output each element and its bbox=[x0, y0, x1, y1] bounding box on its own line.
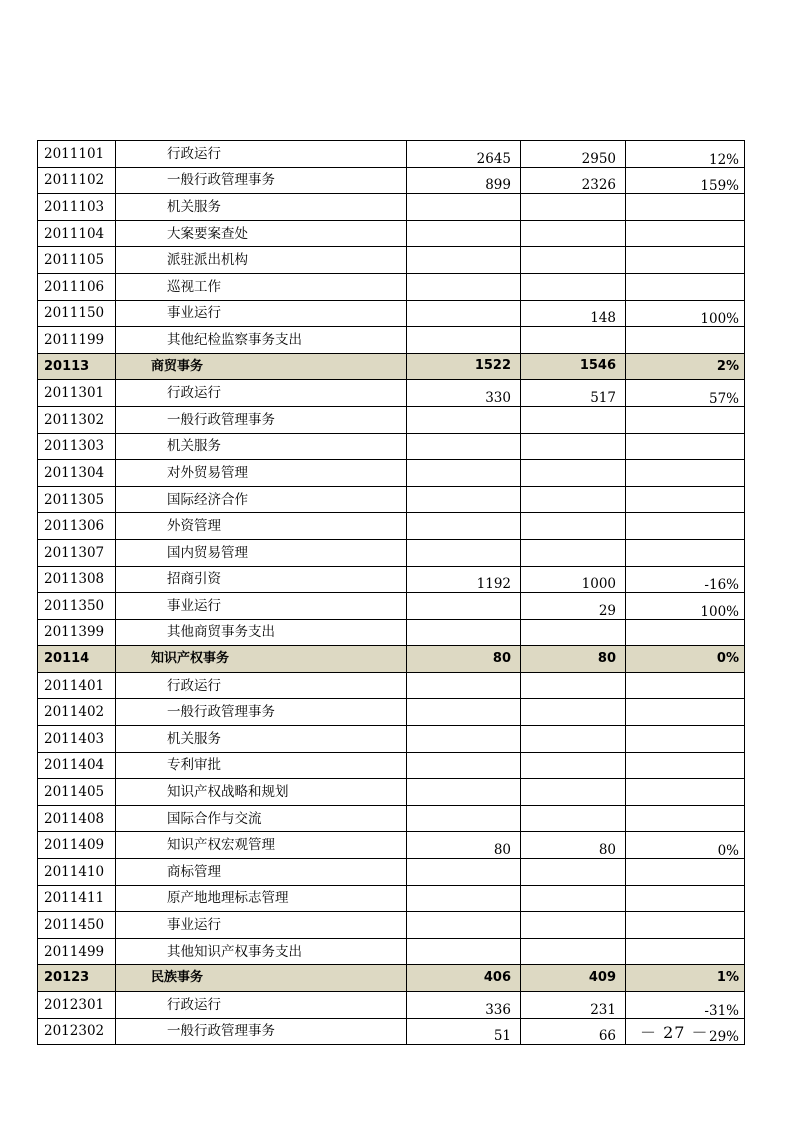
percent-change-cell bbox=[626, 938, 745, 965]
value-2019-cell bbox=[407, 220, 521, 247]
percent-change-cell bbox=[626, 912, 745, 939]
code-cell: 2011404 bbox=[38, 752, 116, 779]
percent-change-cell bbox=[626, 247, 745, 274]
item-name-text: 对外贸易管理 bbox=[167, 464, 248, 481]
item-name-text: 国际合作与交流 bbox=[167, 810, 262, 827]
code-cell: 2011150 bbox=[38, 300, 116, 327]
value-2019-cell bbox=[407, 859, 521, 886]
percent-change-cell bbox=[626, 805, 745, 832]
name-cell bbox=[116, 194, 407, 221]
value-2019-cell: 2645 bbox=[407, 141, 521, 168]
value-2019-cell bbox=[407, 672, 521, 699]
percent-change-cell: 29% bbox=[626, 1018, 745, 1045]
value-2020-cell bbox=[521, 726, 626, 753]
item-name-text: 其他纪检监察事务支出 bbox=[167, 331, 302, 348]
value-2020-cell: 517 bbox=[521, 380, 626, 407]
value-2020-cell bbox=[521, 619, 626, 646]
value-2019-cell: 330 bbox=[407, 380, 521, 407]
value-2019-cell bbox=[407, 406, 521, 433]
code-cell: 2011106 bbox=[38, 273, 116, 300]
code-cell: 2011302 bbox=[38, 406, 116, 433]
code-cell: 2011101 bbox=[38, 141, 116, 168]
percent-change-cell bbox=[626, 327, 745, 354]
value-2020-cell bbox=[521, 273, 626, 300]
value-2020-cell: 80 bbox=[521, 832, 626, 859]
percent-change-cell: 159% bbox=[626, 167, 745, 194]
code-cell: 2011411 bbox=[38, 885, 116, 912]
percent-change-cell bbox=[626, 539, 745, 566]
value-2020-cell: 2950 bbox=[521, 141, 626, 168]
percent-change-cell: 1% bbox=[626, 965, 745, 992]
name-cell bbox=[116, 486, 407, 513]
value-2020-cell bbox=[521, 672, 626, 699]
table-row bbox=[38, 938, 745, 965]
table-row bbox=[38, 885, 745, 912]
item-name-text: 事业运行 bbox=[167, 597, 221, 614]
code-cell: 2011105 bbox=[38, 247, 116, 274]
percent-change-cell bbox=[626, 513, 745, 540]
name-cell bbox=[116, 460, 407, 487]
value-2019-cell bbox=[407, 779, 521, 806]
code-cell: 2011103 bbox=[38, 194, 116, 221]
code-cell: 2011405 bbox=[38, 779, 116, 806]
item-name-text: 大案要案查处 bbox=[167, 225, 248, 242]
item-name-text: 派驻派出机构 bbox=[167, 252, 248, 269]
code-cell: 2011303 bbox=[38, 433, 116, 460]
value-2019-cell: 51 bbox=[407, 1018, 521, 1045]
table-row bbox=[38, 327, 745, 354]
value-2019-cell: 1522 bbox=[407, 353, 521, 380]
value-2020-cell bbox=[521, 513, 626, 540]
value-2020-cell: 29 bbox=[521, 593, 626, 620]
item-name-text: 国内贸易管理 bbox=[167, 544, 248, 561]
value-2020-cell bbox=[521, 938, 626, 965]
item-name-text: 知识产权宏观管理 bbox=[167, 837, 275, 854]
value-2019-cell: 80 bbox=[407, 646, 521, 673]
value-2020-cell: 1546 bbox=[521, 353, 626, 380]
value-2020-cell bbox=[521, 885, 626, 912]
value-2019-cell: 80 bbox=[407, 832, 521, 859]
name-cell bbox=[116, 513, 407, 540]
value-2019-cell: 1192 bbox=[407, 566, 521, 593]
value-2019-cell bbox=[407, 752, 521, 779]
name-cell bbox=[116, 141, 407, 168]
value-2020-cell: 80 bbox=[521, 646, 626, 673]
item-name-text: 事业运行 bbox=[167, 917, 221, 934]
name-cell bbox=[116, 965, 407, 992]
value-2019-cell bbox=[407, 433, 521, 460]
code-cell: 2011199 bbox=[38, 327, 116, 354]
table-row bbox=[38, 779, 745, 806]
value-2020-cell: 231 bbox=[521, 992, 626, 1019]
item-name-text: 知识产权事务 bbox=[151, 651, 230, 667]
value-2019-cell bbox=[407, 539, 521, 566]
name-cell bbox=[116, 992, 407, 1019]
percent-change-cell bbox=[626, 194, 745, 221]
code-cell: 2011104 bbox=[38, 220, 116, 247]
item-name-text: 商标管理 bbox=[167, 863, 221, 880]
code-cell: 2011450 bbox=[38, 912, 116, 939]
name-cell bbox=[116, 1018, 407, 1045]
value-2019-cell bbox=[407, 593, 521, 620]
table-row bbox=[38, 380, 745, 407]
percent-change-cell bbox=[626, 779, 745, 806]
percent-change-cell bbox=[626, 273, 745, 300]
code-cell: 20114 bbox=[38, 646, 116, 673]
table-row bbox=[38, 726, 745, 753]
percent-change-cell bbox=[626, 726, 745, 753]
percent-change-cell bbox=[626, 433, 745, 460]
table-row bbox=[38, 1018, 745, 1045]
item-name-text: 招商引资 bbox=[167, 571, 221, 588]
value-2020-cell bbox=[521, 752, 626, 779]
item-name-text: 其他知识产权事务支出 bbox=[167, 943, 302, 960]
table-row bbox=[38, 805, 745, 832]
value-2020-cell bbox=[521, 699, 626, 726]
budget-table bbox=[37, 140, 745, 1045]
item-name-text: 知识产权战略和规划 bbox=[167, 784, 289, 801]
table-row bbox=[38, 247, 745, 274]
value-2020-cell bbox=[521, 406, 626, 433]
item-name-text: 商贸事务 bbox=[151, 358, 204, 374]
table-row bbox=[38, 619, 745, 646]
name-cell bbox=[116, 726, 407, 753]
code-cell: 2011307 bbox=[38, 539, 116, 566]
value-2020-cell: 2326 bbox=[521, 167, 626, 194]
code-cell: 2011308 bbox=[38, 566, 116, 593]
code-cell: 2011350 bbox=[38, 593, 116, 620]
table-row bbox=[38, 539, 745, 566]
code-cell: 2011305 bbox=[38, 486, 116, 513]
code-cell: 2012302 bbox=[38, 1018, 116, 1045]
code-cell: 2011401 bbox=[38, 672, 116, 699]
value-2019-cell bbox=[407, 247, 521, 274]
name-cell bbox=[116, 912, 407, 939]
name-cell bbox=[116, 646, 407, 673]
name-cell bbox=[116, 699, 407, 726]
item-name-text: 行政运行 bbox=[167, 385, 221, 402]
percent-change-cell: 57% bbox=[626, 380, 745, 407]
name-cell bbox=[116, 167, 407, 194]
table-row bbox=[38, 672, 745, 699]
percent-change-cell bbox=[626, 220, 745, 247]
name-cell bbox=[116, 566, 407, 593]
value-2020-cell: 409 bbox=[521, 965, 626, 992]
name-cell bbox=[116, 752, 407, 779]
category-row bbox=[38, 965, 745, 992]
code-cell: 2011301 bbox=[38, 380, 116, 407]
value-2019-cell bbox=[407, 194, 521, 221]
value-2019-cell bbox=[407, 885, 521, 912]
item-name-text: 民族事务 bbox=[151, 970, 204, 986]
percent-change-cell bbox=[626, 486, 745, 513]
item-name-text: 国际经济合作 bbox=[167, 491, 248, 508]
table-row bbox=[38, 460, 745, 487]
name-cell bbox=[116, 938, 407, 965]
name-cell bbox=[116, 672, 407, 699]
name-cell bbox=[116, 300, 407, 327]
percent-change-cell: 12% bbox=[626, 141, 745, 168]
table-row bbox=[38, 566, 745, 593]
item-name-text: 行政运行 bbox=[167, 996, 221, 1013]
code-cell: 20113 bbox=[38, 353, 116, 380]
percent-change-cell bbox=[626, 619, 745, 646]
item-name-text: 机关服务 bbox=[167, 730, 221, 747]
item-name-text: 一般行政管理事务 bbox=[167, 704, 275, 721]
code-cell: 2012301 bbox=[38, 992, 116, 1019]
percent-change-cell: 100% bbox=[626, 300, 745, 327]
name-cell bbox=[116, 539, 407, 566]
table-row bbox=[38, 912, 745, 939]
percent-change-cell bbox=[626, 460, 745, 487]
item-name-text: 外资管理 bbox=[167, 518, 221, 535]
percent-change-cell bbox=[626, 859, 745, 886]
item-name-text: 专利审批 bbox=[167, 757, 221, 774]
code-cell: 2011410 bbox=[38, 859, 116, 886]
table-row bbox=[38, 406, 745, 433]
code-cell: 2011409 bbox=[38, 832, 116, 859]
code-cell: 2011499 bbox=[38, 938, 116, 965]
category-row bbox=[38, 646, 745, 673]
value-2020-cell bbox=[521, 486, 626, 513]
value-2020-cell bbox=[521, 433, 626, 460]
table-row bbox=[38, 273, 745, 300]
value-2019-cell bbox=[407, 300, 521, 327]
value-2020-cell bbox=[521, 779, 626, 806]
table-row bbox=[38, 194, 745, 221]
value-2019-cell bbox=[407, 619, 521, 646]
table-row bbox=[38, 300, 745, 327]
item-name-text: 行政运行 bbox=[167, 677, 221, 694]
value-2019-cell: 336 bbox=[407, 992, 521, 1019]
table-row bbox=[38, 220, 745, 247]
value-2020-cell: 148 bbox=[521, 300, 626, 327]
name-cell bbox=[116, 805, 407, 832]
item-name-text: 事业运行 bbox=[167, 305, 221, 322]
table-row bbox=[38, 141, 745, 168]
name-cell bbox=[116, 593, 407, 620]
value-2019-cell bbox=[407, 273, 521, 300]
item-name-text: 巡视工作 bbox=[167, 278, 221, 295]
table-row bbox=[38, 992, 745, 1019]
name-cell bbox=[116, 247, 407, 274]
name-cell bbox=[116, 273, 407, 300]
table-row bbox=[38, 593, 745, 620]
value-2019-cell bbox=[407, 486, 521, 513]
value-2020-cell bbox=[521, 327, 626, 354]
value-2019-cell bbox=[407, 805, 521, 832]
percent-change-cell bbox=[626, 752, 745, 779]
item-name-text: 机关服务 bbox=[167, 438, 221, 455]
item-name-text: 一般行政管理事务 bbox=[167, 411, 275, 428]
name-cell bbox=[116, 779, 407, 806]
code-cell: 2011403 bbox=[38, 726, 116, 753]
table-row bbox=[38, 699, 745, 726]
percent-change-cell: -31% bbox=[626, 992, 745, 1019]
value-2020-cell bbox=[521, 220, 626, 247]
item-name-text: 一般行政管理事务 bbox=[167, 172, 275, 189]
code-cell: 2011102 bbox=[38, 167, 116, 194]
name-cell bbox=[116, 220, 407, 247]
code-cell: 2011399 bbox=[38, 619, 116, 646]
name-cell bbox=[116, 832, 407, 859]
table-body bbox=[38, 141, 745, 1045]
table-row bbox=[38, 752, 745, 779]
item-name-text: 一般行政管理事务 bbox=[167, 1023, 275, 1040]
name-cell bbox=[116, 327, 407, 354]
value-2020-cell bbox=[521, 805, 626, 832]
table-row bbox=[38, 167, 745, 194]
page-number: － 27 － bbox=[640, 1023, 709, 1042]
value-2019-cell: 406 bbox=[407, 965, 521, 992]
table-row bbox=[38, 513, 745, 540]
code-cell: 2011402 bbox=[38, 699, 116, 726]
value-2020-cell bbox=[521, 912, 626, 939]
name-cell bbox=[116, 619, 407, 646]
code-cell: 20123 bbox=[38, 965, 116, 992]
name-cell bbox=[116, 885, 407, 912]
table-row bbox=[38, 486, 745, 513]
value-2019-cell: 899 bbox=[407, 167, 521, 194]
table-row bbox=[38, 832, 745, 859]
value-2020-cell: 66 bbox=[521, 1018, 626, 1045]
table-row bbox=[38, 859, 745, 886]
value-2019-cell bbox=[407, 327, 521, 354]
value-2020-cell bbox=[521, 539, 626, 566]
value-2019-cell bbox=[407, 460, 521, 487]
value-2020-cell: 1000 bbox=[521, 566, 626, 593]
percent-change-cell: 2% bbox=[626, 353, 745, 380]
value-2020-cell bbox=[521, 460, 626, 487]
percent-change-cell: 0% bbox=[626, 832, 745, 859]
code-cell: 2011304 bbox=[38, 460, 116, 487]
value-2020-cell bbox=[521, 194, 626, 221]
name-cell bbox=[116, 353, 407, 380]
percent-change-cell: 100% bbox=[626, 593, 745, 620]
code-cell: 2011306 bbox=[38, 513, 116, 540]
value-2019-cell bbox=[407, 699, 521, 726]
name-cell bbox=[116, 859, 407, 886]
percent-change-cell bbox=[626, 885, 745, 912]
percent-change-cell bbox=[626, 699, 745, 726]
item-name-text: 其他商贸事务支出 bbox=[167, 624, 275, 641]
percent-change-cell bbox=[626, 672, 745, 699]
value-2019-cell bbox=[407, 912, 521, 939]
value-2019-cell bbox=[407, 938, 521, 965]
category-row bbox=[38, 353, 745, 380]
percent-change-cell bbox=[626, 406, 745, 433]
item-name-text: 机关服务 bbox=[167, 198, 221, 215]
item-name-text: 行政运行 bbox=[167, 145, 221, 162]
value-2019-cell bbox=[407, 513, 521, 540]
value-2019-cell bbox=[407, 726, 521, 753]
table-row bbox=[38, 433, 745, 460]
percent-change-cell: 0% bbox=[626, 646, 745, 673]
value-2020-cell bbox=[521, 247, 626, 274]
name-cell bbox=[116, 406, 407, 433]
item-name-text: 原产地地理标志管理 bbox=[167, 890, 289, 907]
name-cell bbox=[116, 433, 407, 460]
value-2020-cell bbox=[521, 859, 626, 886]
percent-change-cell: -16% bbox=[626, 566, 745, 593]
code-cell: 2011408 bbox=[38, 805, 116, 832]
name-cell bbox=[116, 380, 407, 407]
